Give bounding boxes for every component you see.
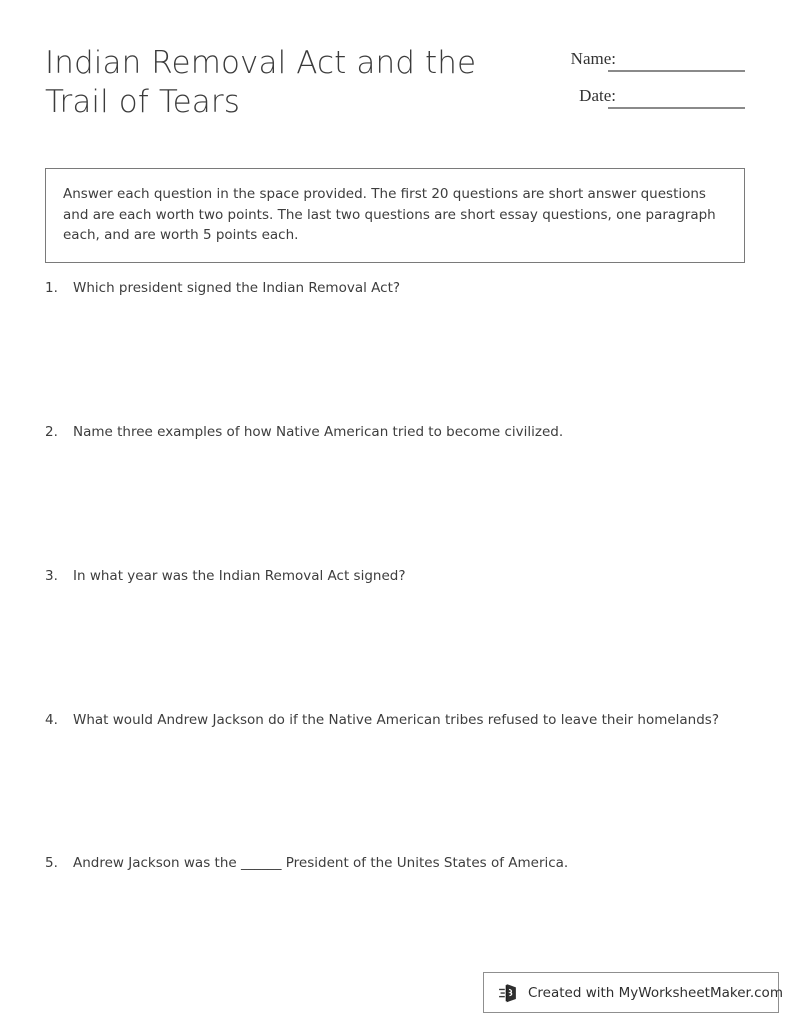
question-text: Which president signed the Indian Removal Act? xyxy=(73,280,401,296)
question-number: 1. xyxy=(45,280,58,296)
question-item xyxy=(45,566,745,587)
answer-space[interactable] xyxy=(45,443,745,566)
name-field-row xyxy=(548,46,758,83)
created-with-badge[interactable] xyxy=(483,972,783,1013)
date-label: Date: xyxy=(579,86,616,105)
instructions-text: Answer each question in the space provided. The first 20 questions are short answer questions and are each worth two points. The last two questions are short essay questions, one paragraph each, and are worth 5 points each. xyxy=(63,186,716,243)
question-text: Name three examples of how Native American tried to become civilized. xyxy=(73,424,564,440)
answer-space[interactable] xyxy=(45,587,745,710)
name-date-fields xyxy=(548,46,758,120)
worksheet-header xyxy=(0,0,791,140)
name-input-rule[interactable] xyxy=(608,70,745,72)
question-item xyxy=(45,853,745,874)
instructions-box xyxy=(45,168,745,263)
question-number: 3. xyxy=(45,568,58,584)
created-with-label: Created with MyWorksheetMaker.com xyxy=(528,984,783,1001)
question-item xyxy=(45,710,745,731)
page-title: Indian Removal Act and the Trail of Tears xyxy=(45,45,477,120)
question-text: In what year was the Indian Removal Act signed? xyxy=(73,568,406,584)
question-number: 2. xyxy=(45,424,58,440)
question-item xyxy=(45,278,745,299)
date-field-row xyxy=(548,83,758,120)
question-number: 5. xyxy=(45,855,58,871)
answer-space[interactable] xyxy=(45,731,745,853)
question-text: What would Andrew Jackson do if the Native American tribes refused to leave their homelands? xyxy=(73,712,720,728)
worksheet-maker-logo-icon xyxy=(498,982,520,1004)
answer-space[interactable] xyxy=(45,299,745,422)
question-item xyxy=(45,422,745,443)
question-number: 4. xyxy=(45,712,58,728)
name-label: Name: xyxy=(570,49,616,68)
date-input-rule[interactable] xyxy=(608,107,745,109)
questions-list xyxy=(45,278,745,874)
question-text: Andrew Jackson was the ______ President of the Unites States of America. xyxy=(73,855,569,871)
